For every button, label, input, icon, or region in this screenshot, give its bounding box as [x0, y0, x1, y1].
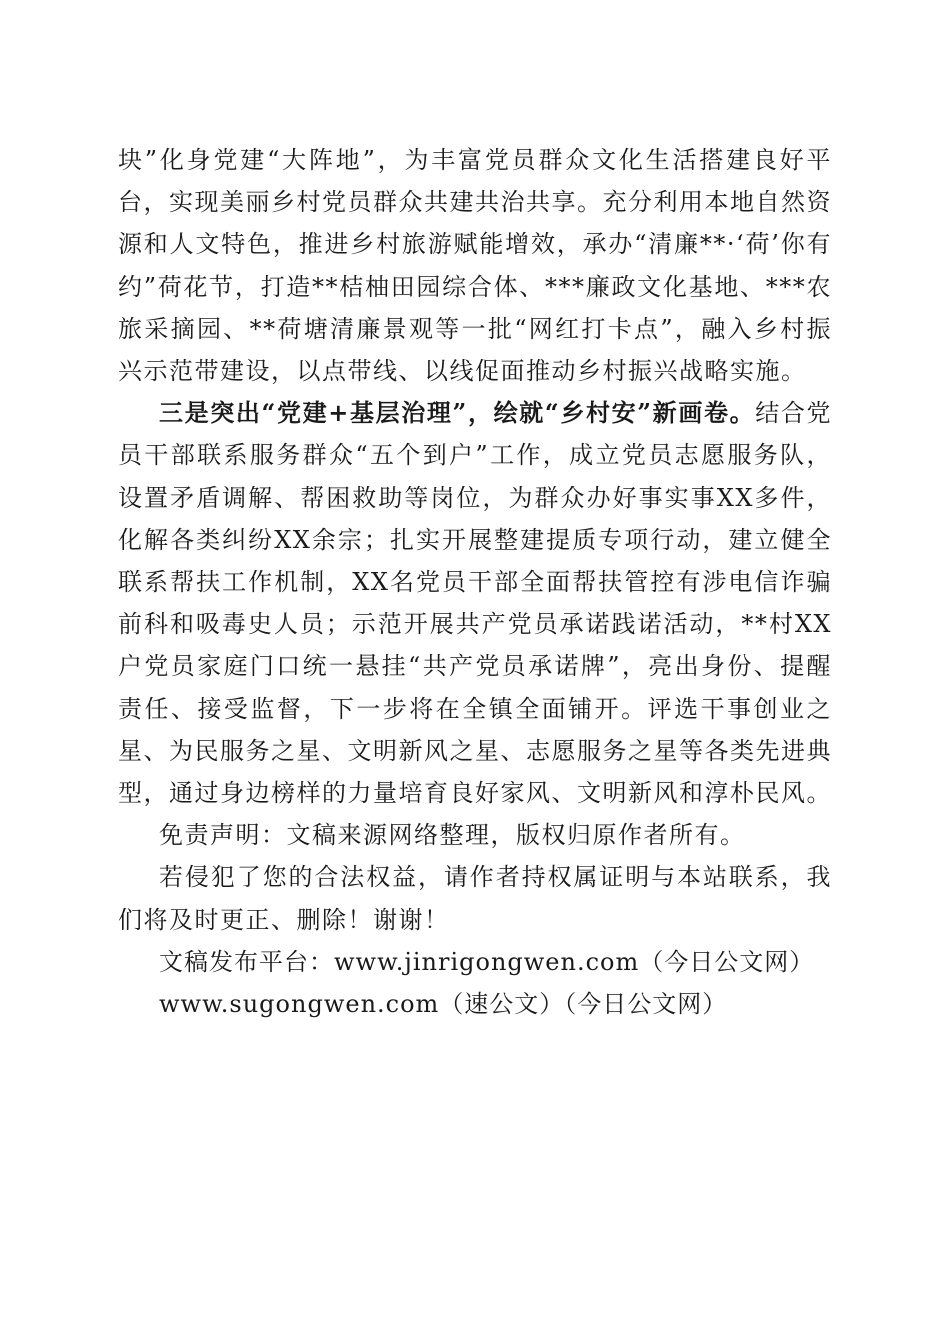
infringement-notice: 若侵犯了您的合法权益，请作者持权属证明与本站联系，我们将及时更正、删除！谢谢！ [118, 863, 832, 934]
section-3-heading: 三是突出“党建+基层治理”，绘就“乡村安”新画卷。 [159, 398, 756, 428]
document-page [118, 139, 832, 1025]
platform-line: 文稿发布平台：www.jinrigongwen.com（今日公文网） [159, 947, 815, 976]
disclaimer-line: 免责声明：文稿来源网络整理，版权归原作者所有。 [159, 821, 746, 850]
paragraph-continuation: 块”化身党建“大阵地”，为丰富党员群众文化生活搭建良好平台，实现美丽乡村党员群众共建共治共享。充分利用本地自然资源和人文特色，推进乡村旅游赋能增效，承办“清廉**·‘荷’你有约”荷花节，打造**桔柚田园综合体、***廉政文化基地、***农旅采摘园、**荷塘清廉景观等一批“网红打卡点”，融入乡村振兴示范带建设，以点带线、以线促面推动乡村振兴战略实施。 [118, 146, 832, 386]
platform-line-2: www.sugongwen.com（速公文）（今日公文网） [159, 989, 728, 1018]
section-3-body: 结合党员干部联系服务群众“五个到户”工作，成立党员志愿服务队，设置矛盾调解、帮困救助等岗位，为群众办好事实事XX多件，化解各类纠纷XX余宗；扎实开展整建提质专项行动，建立健全联系帮扶工作机制，XX名党员干部全面帮扶管控有涉电信诈骗前科和吸毒史人员；示范开展共产党员承诺践诺活动，**村XX户党员家庭门口统一悬挂“共产党员承诺牌”，亮出身份、提醒责任、接受监督，下一步将在全镇全面铺开。评选干事创业之星、为民服务之星、文明新风之星、志愿服务之星等各类先进典型，通过身边榜样的力量培育良好家风、文明新风和淳朴民风。 [118, 399, 833, 808]
paragraph-section-3 [118, 392, 832, 814]
